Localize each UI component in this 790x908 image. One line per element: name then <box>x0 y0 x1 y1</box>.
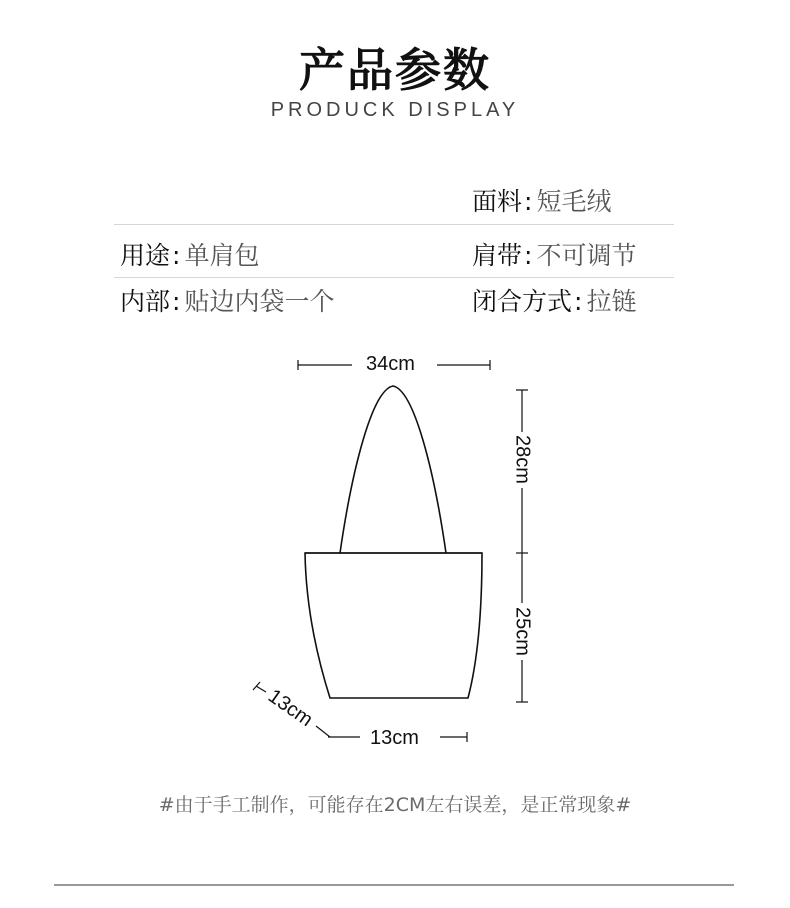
spec-separator: : <box>172 241 181 270</box>
spec-interior-key: 内部 <box>120 287 171 316</box>
spec-usage-value: 单肩包 <box>184 241 260 270</box>
dimension-depth: 13cm <box>263 685 317 732</box>
spec-strap-value: 不可调节 <box>536 241 637 270</box>
bag-handle-outline <box>340 386 446 553</box>
dimension-bottom-width: 13cm <box>370 727 419 749</box>
spec-separator: : <box>172 287 181 316</box>
dimension-line-depth-end <box>316 726 330 737</box>
dimension-body-height: 25cm <box>511 607 534 656</box>
dimension-handle-height: 28cm <box>511 435 534 484</box>
spec-closure-value: 拉链 <box>586 287 637 316</box>
dimension-top-width: 34cm <box>366 353 415 375</box>
tolerance-note: #由于手工制作，可能存在2CM左右误差，是正常现象# <box>158 794 632 816</box>
spec-separator: : <box>524 187 533 216</box>
bag-body-outline <box>305 553 482 698</box>
spec-material-value: 短毛绒 <box>536 187 612 216</box>
spec-closure-key: 闭合方式 <box>472 287 573 316</box>
page-subtitle: PRODUCK DISPLAY <box>270 99 520 121</box>
dimension-line-depth-start <box>256 686 266 692</box>
spec-interior-value: 贴边内袋一个 <box>184 287 335 316</box>
spec-strap-key: 肩带 <box>472 241 523 270</box>
spec-separator: : <box>524 241 533 270</box>
spec-material-key: 面料 <box>472 187 523 216</box>
spec-separator: : <box>574 287 583 316</box>
page-title: 产品参数 <box>299 43 491 97</box>
spec-usage-key: 用途 <box>120 241 171 270</box>
footer-divider <box>54 884 734 886</box>
